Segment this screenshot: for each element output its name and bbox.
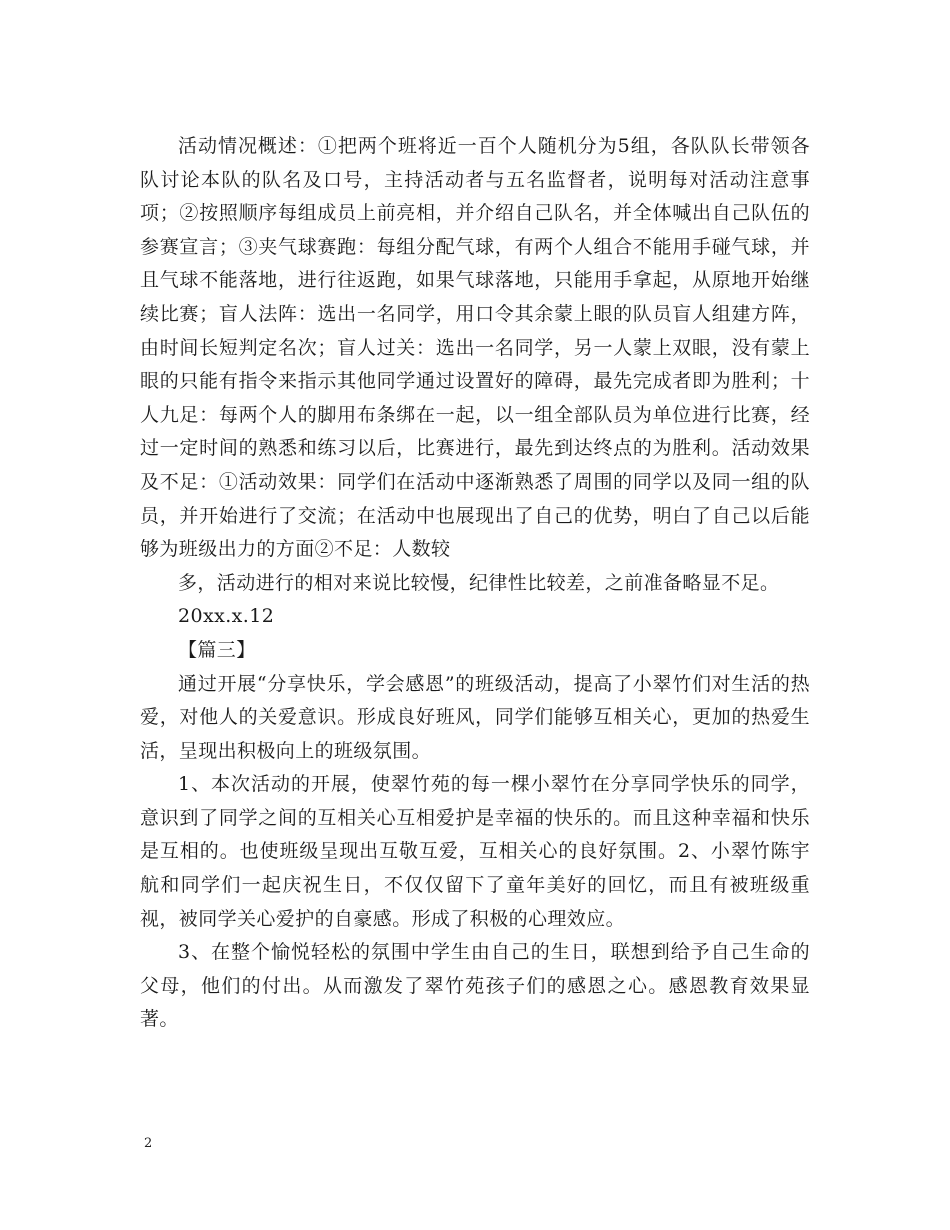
paragraph-point-three: 3、在整个愉悦轻松的氛围中学生由自己的生日，联想到给予自己生命的父母，他们的付出。从而激发了翠竹苑孩子们的感恩之心。感恩教育效果显著。: [140, 941, 810, 1031]
paragraph-date: 20xx.x.12: [178, 605, 275, 628]
section-heading-part-three: 【篇三】: [178, 638, 256, 661]
page-number: 2: [144, 1136, 153, 1151]
document-body: [140, 130, 810, 1037]
paragraph-activity-shortcomings: 多，活动进行的相对来说比较慢，纪律性比较差，之前准备略显不足。: [178, 571, 780, 594]
paragraph-part-three-intro: 通过开展“分享快乐，学会感恩”的班级活动，提高了小翠竹们对生活的热爱，对他人的关爱意识。形成良好班风，同学们能够互相关心，更加的热爱生活，呈现出积极向上的班级氛围。: [140, 672, 810, 762]
paragraph-activity-overview: 活动情况概述：①把两个班将近一百个人随机分为5组，各队队长带领各队讨论本队的队名及口号，主持活动者与五名监督者，说明每对活动注意事项；②按照顺序每组成员上前亮相，并介绍自己队名，并全体喊出自己队伍的参赛宣言；③夹气球赛跑：每组分配气球，有两个人组合不能用手碰气球，并且气球不能落地，进行往返跑，如果气球落地，只能用手拿起，从原地开始继续比赛；盲人法阵：选出一名同学，用口令其余蒙上眼的队员盲人组建方阵，由时间长短判定名次；盲人过关：选出一名同学，另一人蒙上双眼，没有蒙上眼的只能有指令来指示其他同学通过设置好的障碍，最先完成者即为胜利；十人九足：每两个人的脚用布条绑在一起，以一组全部队员为单位进行比赛，经过一定时间的熟悉和练习以后，比赛进行，最先到达终点的为胜利。活动效果及不足：①活动效果：同学们在活动中逐渐熟悉了周围的同学以及同一组的队员，并开始进行了交流；在活动中也展现出了自己的优势，明白了自己以后能够为班级出力的方面②不足：人数较: [140, 135, 810, 561]
paragraph-point-one-two: 1、本次活动的开展，使翠竹苑的每一棵小翠竹在分享同学快乐的同学，意识到了同学之间的互相关心互相爱护是幸福的快乐的。而且这种幸福和快乐是互相的。也使班级呈现出互敬互爱，互相关心的良好氛围。2、小翠竹陈宇航和同学们一起庆祝生日，不仅仅留下了童年美好的回忆，而且有被班级重视，被同学关心爱护的自豪感。形成了积极的心理效应。: [140, 773, 810, 930]
